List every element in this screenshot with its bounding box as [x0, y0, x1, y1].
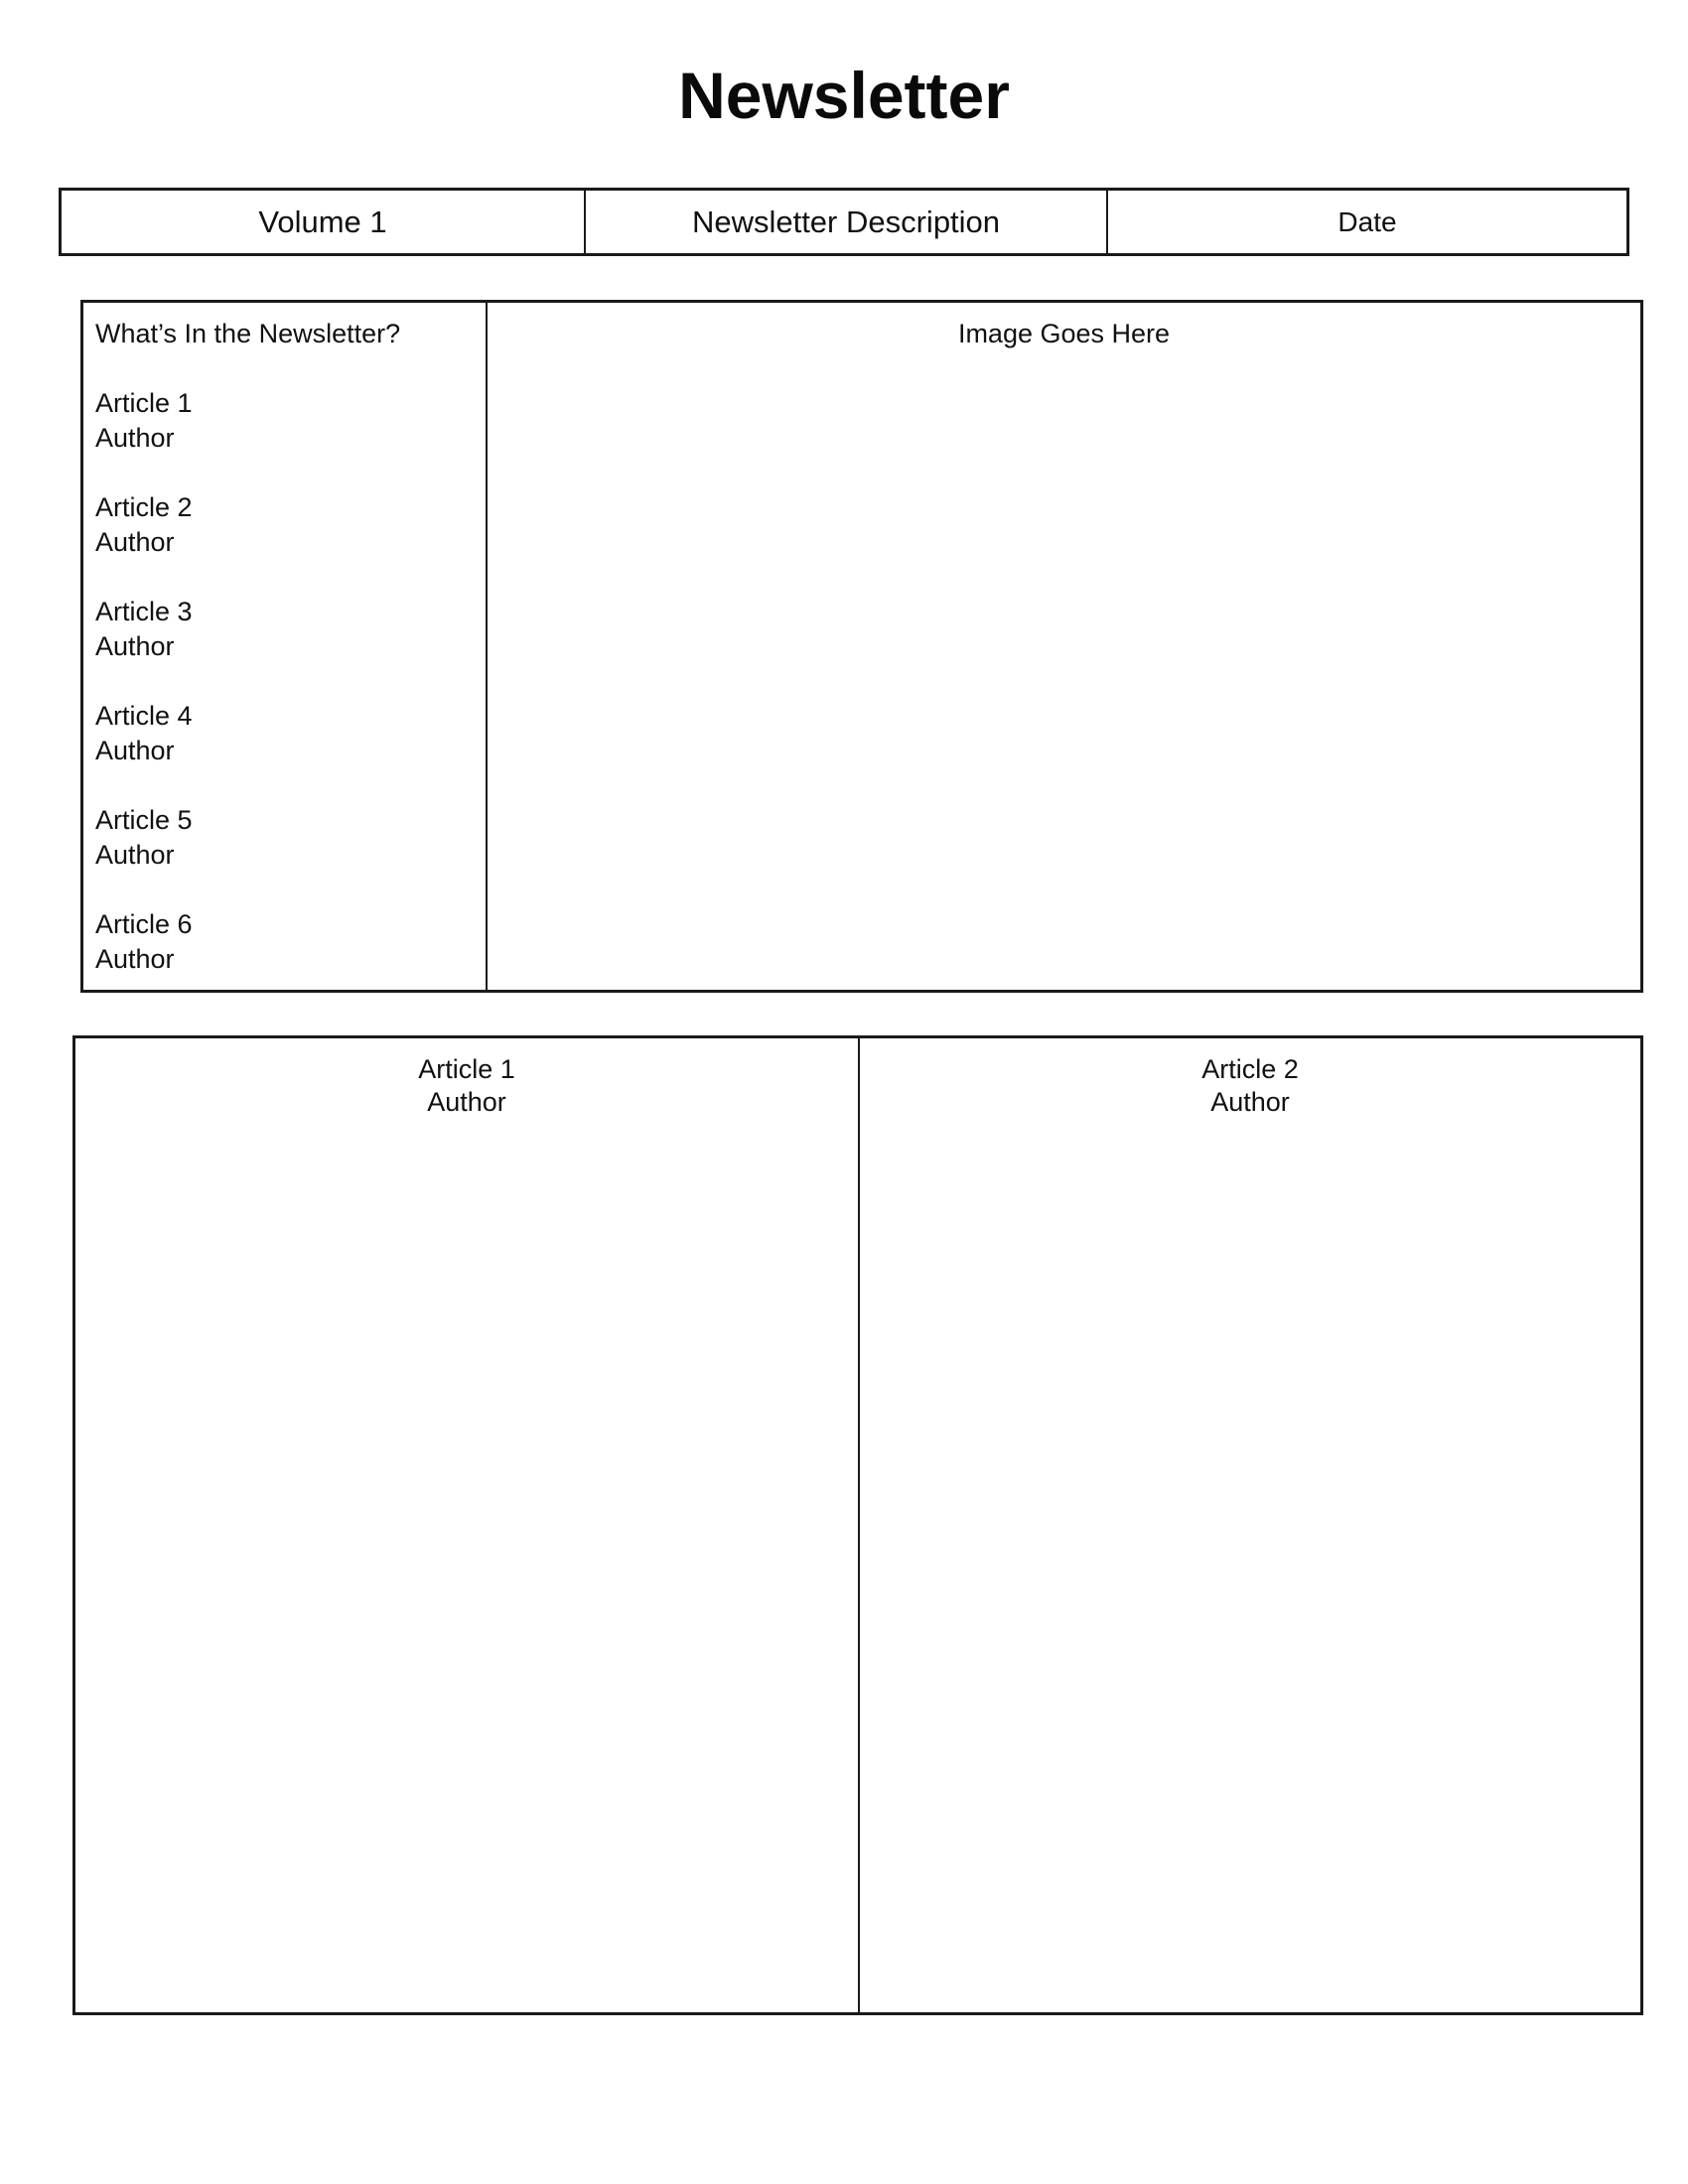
article-column-1: [75, 1038, 860, 2012]
toc-article-title: Article 3: [95, 597, 193, 626]
toc-article-title: Article 2: [95, 492, 193, 522]
contents-heading: What’s In the Newsletter?: [95, 319, 401, 348]
image-placeholder: [488, 303, 1640, 990]
table-of-contents: [83, 303, 488, 990]
toc-item: [95, 386, 486, 456]
article-column-2: [860, 1038, 1640, 2012]
toc-article-title: Article 5: [95, 805, 193, 835]
toc-article-author: Author: [95, 527, 175, 557]
toc-item: [95, 699, 486, 768]
toc-article-author: Author: [95, 840, 175, 870]
article-title: Article 1: [418, 1054, 515, 1084]
toc-article-author: Author: [95, 423, 175, 453]
article-author: Author: [427, 1087, 506, 1117]
contents-and-image-box: [80, 300, 1643, 993]
toc-item: [95, 907, 486, 977]
article-author: Author: [1210, 1087, 1290, 1117]
toc-article-title: Article 4: [95, 701, 193, 731]
toc-article-title: Article 6: [95, 909, 193, 939]
volume-cell: Volume 1: [258, 204, 387, 239]
toc-item: [95, 595, 486, 664]
toc-item: [95, 490, 486, 560]
toc-item: [95, 803, 486, 873]
toc-article-author: Author: [95, 631, 175, 661]
date-cell: Date: [1106, 191, 1626, 253]
page-title: Newsletter: [678, 59, 1010, 132]
articles-box: [72, 1035, 1643, 2015]
toc-article-author: Author: [95, 944, 175, 974]
header-table: [59, 188, 1629, 256]
article-title: Article 2: [1201, 1054, 1299, 1084]
image-placeholder-label: Image Goes Here: [957, 319, 1171, 348]
description-cell: Newsletter Description: [584, 191, 1106, 253]
toc-article-title: Article 1: [95, 388, 193, 418]
toc-article-author: Author: [95, 736, 175, 765]
